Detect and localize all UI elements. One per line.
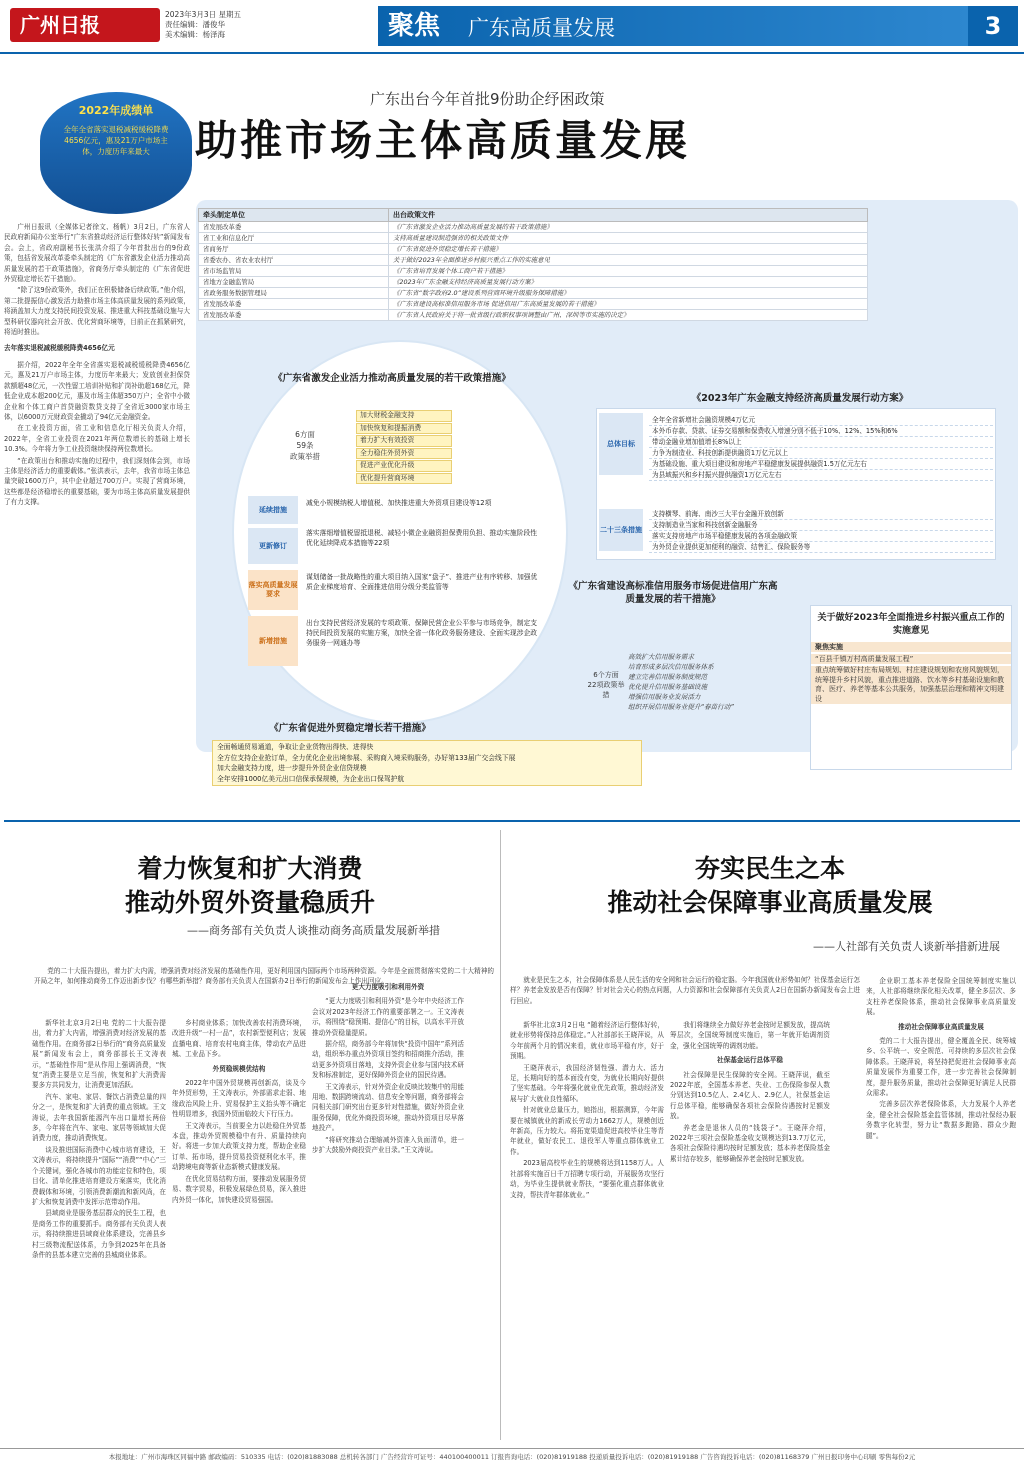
list-item: 为县域振兴和乡村振兴提供融资1万亿元左右 — [649, 470, 993, 481]
paragraph: “将研究推动合理缩减外资准入负面清单，进一步扩大鼓励外商投资产业目录。”王文涛说。 — [312, 1135, 464, 1155]
list-item: 为外贸企业提供更加便利的融资、结售汇、保险服务等 — [649, 542, 993, 553]
table-header: 牵头制定单位 — [199, 209, 389, 222]
table-cell: 省政务服务数据管理局 — [199, 288, 389, 299]
right-article-subtitle: ——人社部有关负责人谈新举措新进展 — [813, 940, 1000, 953]
measure-label: 二十三条措施 — [599, 509, 643, 551]
title-line: 推动社会保障事业高质量发展 — [607, 888, 933, 917]
lede-paragraph: “除了这9份政策外，我们正在积极储备后续政策。”他介绍，第二批提振信心激发活力助推市场主体高质量发展的系列政策，将涵盖加大力度支持民间投资发展、推进重大科技基础设施与大型科研仪器向社会开放、优化营商环境等，目前正在抓紧研究，将适时推出。 — [4, 286, 190, 337]
paragraph: 2023届高校毕业生的规模将达到1158万人。人社部将实施百日千万招聘专项行动，开展服务攻坚行动，为毕业生提供就业帮扶，“要强化重点群体就业支持，帮扶青年群体就业。” — [510, 1159, 664, 1199]
list-item: 增强信用服务业发展活力 — [628, 693, 701, 701]
intro-paragraph: 就业是民生之本，社会保障体系是人民生活的安全网和社会运行的稳定器。今年我国就业形势如何？社保基金运行怎样？养老金发放是否有保障？针对社会关心的热点问题，人力资源和社会保障部有关负责人2日在国新办新闻发布会上进行回应。 — [510, 976, 860, 1005]
page-footer: 本报地址：广州市海珠区同福中路 邮政编码：510335 电话：(020)81883088 总机转各部门 广告经营许可证号：440100400011 订报咨询电话：(020)81919188 投递质量投诉电话：(020)81919188 广告咨询投诉电话：(020)81168379 广州日报印务中心印刷 零售每份2元 — [0, 1448, 1024, 1461]
row-text: 减免小规模纳税人增值税、加快推进重大外资项目建设等12项 — [306, 499, 492, 507]
vitality-rows — [248, 496, 548, 704]
paragraph: 新华社北京3月2日电 “随着经济运行整体好转，就业形势将保持总体稳定。”人社部部长王晓萍说，从今年前两个月的情况来看，就业市场平稳有序，好于预期。 — [510, 1021, 664, 1061]
responsible-editor: 责任编辑：潘俊华 — [165, 20, 225, 29]
lede-subheading: 去年落实退税减税缓税降费4656亿元 — [4, 344, 115, 353]
left-article-col1 — [32, 1018, 166, 1438]
rural-item-title: 聚焦实施 — [815, 643, 843, 651]
goal-list — [649, 415, 993, 481]
table-cell: 省商务厅 — [199, 244, 389, 255]
table-cell: 支持高质量建设制造强省的相关政策文件 — [389, 233, 868, 244]
list-item: 培育形成多层次信用服务体系 — [628, 663, 714, 671]
list-item: 加大金融支持力度，进一步提升外贸企业信贷规模 — [217, 764, 367, 772]
section-divider — [4, 820, 1020, 822]
page-headline: 助推市场主体高质量发展 — [195, 116, 691, 165]
section-banner — [378, 6, 968, 46]
table-row — [199, 288, 868, 299]
vitality-count: 6方面 59条 政策举措 — [290, 429, 320, 461]
policy-table — [198, 208, 868, 321]
credit-count: 6个方面 22项政策举措 — [587, 671, 625, 699]
left-article-col2 — [172, 1018, 306, 1438]
paragraph: 王文涛表示，针对外资企业反映比较集中的用能用地、数据跨境流动、信息安全等问题，商务部将会同相关部门研究出台更多针对性措施，做好外资企业服务保障，优化外商投资环境，推动外资项目尽早落地投产。 — [312, 1082, 464, 1133]
goal-label: 总体目标 — [599, 413, 643, 475]
paragraph: 新华社北京3月2日电 党的二十大报告提出，着力扩大内需，增强消费对经济发展的基础性作用。在商务部2日举行的“商务高质量发展”新闻发布会上，商务部部长王文涛表示，“基础性作用”是从作用上强调消费，“恢复”消费主要是立足当前，恢复和扩大消费需要多方共同发力，让消费更加活跃。 — [32, 1019, 166, 1090]
trade-title: 《广东省促进外贸稳定增长若干措施》 — [269, 723, 431, 734]
table-row — [199, 244, 868, 255]
paragraph: 社会保障是民生保障的安全网。王晓萍说，截至2022年底，全国基本养老、失业、工伤保险参保人数分别达到10.5亿人、2.4亿人、2.9亿人，社保基金运行总体平稳，能够确保各项社会保险待遇按时足额发放。 — [670, 1070, 830, 1121]
art-editor: 美术编辑：杨泽海 — [165, 30, 225, 39]
list-item: 全年安排1000亿美元出口信保承保规模，为企业出口保驾护航 — [217, 774, 405, 783]
section-title: 广东高质量发展 — [468, 16, 615, 40]
title-line: 推动外贸外资量稳质升 — [124, 888, 375, 917]
lede-article — [4, 222, 190, 822]
left-article-title — [60, 852, 440, 920]
left-article-subtitle: ——商务部有关负责人谈推动商务高质量发展新举措 — [187, 924, 440, 937]
row-label: 新增措施 — [248, 616, 298, 666]
row-text: 谋划储备一批战略性的重大项目纳入国家“盘子”、推进产业有序转移、加强优质企业梯度培育、全面推进信用分级分类监管等 — [306, 573, 538, 591]
right-article-col3 — [866, 976, 1016, 1438]
kicker: 广东出台今年首批9份助企纾困政策 — [370, 90, 605, 108]
paragraph: 养老金是退休人员的“钱袋子”。王晓萍介绍，2022年三项社会保险基金收支规模达到13.7万亿元，各项社会保险待遇均按时足额发放；基本养老保险基金累计结存较多，能够确保养老金按时足额发放。 — [670, 1123, 830, 1163]
table-cell: 《广东省激发企业活力推动高质量发展的若干政策措施》 — [389, 222, 868, 233]
paragraph: 我们将继续全力做好养老金按时足额发放，提高统筹层次，全国统筹制度实施后，第一年就开始调剂资金，强化全国统筹的调剂功能。 — [670, 1021, 830, 1050]
row-label: 落实高质量发展要求 — [248, 570, 298, 610]
lede-paragraph: 广州日报讯（全媒体记者徐文、杨帆）3月2日，广东省人民政府新闻办公室举行“广东省推动经济运行整体好转”新闻发布会。会上，省政府副秘书长张洪介绍了今年首批出台的9份政策，包括省发展改革委牵头制定的《广东省激发企业活力推动高质量发展的若干政策措施》，省商务厅牵头制定的《广东省促进外贸稳定增长若干措施》。 — [4, 223, 190, 284]
paragraph: “更大力度吸引和利用外资”是今年中央经济工作会议对2023年经济工作的重要部署之一。王文涛表示，将围绕“稳预期、提信心”的目标，以高水平开放推动外资稳量提质。 — [312, 997, 464, 1037]
credit-title: 《广东省建设高标准信用服务市场促进信用广东高质量发展的若干措施》 — [568, 581, 778, 605]
achievements-badge — [40, 92, 192, 214]
right-article-intro — [510, 975, 860, 1011]
finance-box — [596, 408, 996, 560]
list-item: 组织开展信用服务业提升“春苗行动” — [628, 703, 734, 711]
row-label: 延续措施 — [248, 496, 298, 524]
title-line: 夯实民生之本 — [694, 854, 845, 883]
table-cell: 《广东省促进外贸稳定增长若干措施》 — [389, 244, 868, 255]
badge-title: 2022年成绩单 — [78, 104, 154, 117]
left-article-col3 — [312, 978, 464, 1438]
list-item: 着力扩大有效投资 — [356, 435, 452, 447]
header-rule — [0, 52, 1024, 54]
list-item: 力争为制造业、科技创新提供融资1万亿元以上 — [649, 448, 993, 459]
rural-box — [810, 605, 1012, 770]
issue-date: 2023年3月3日 星期五 — [165, 10, 242, 19]
subheading: 社保基金运行总体平稳 — [717, 1056, 783, 1065]
intro-paragraph: 党的二十大报告提出，着力扩大内需，增强消费对经济发展的基础性作用，更好利用国内国际两个市场两种资源。今年是全面贯彻落实党的二十大精神的开局之年，如何推动商务工作迈出新步伐？有哪些新举措？商务部有关负责人在国新办2日举行的新闻发布会上作出回应。 — [34, 967, 494, 986]
rural-item: 重点统筹做好村庄布局规划、村庄建设规划和农房风貌规划，统筹提升乡村风貌，重点推进道路、饮水等乡村基础设施和教育、医疗、养老等基本公共服务，加强基层治理和精神文明建设 — [811, 666, 1011, 704]
list-item: 优化提升信用服务基础设施 — [628, 683, 708, 691]
table-cell: 关于做好2023年全面推进乡村振兴重点工作的实施意见 — [389, 255, 868, 266]
list-item: 为基础设施、重大项目建设和房地产平稳健康发展提供融资1.5万亿元左右 — [649, 459, 993, 470]
subheading: 外贸稳规模优结构 — [212, 1064, 266, 1073]
list-item: 全年全省新增社会融资规模4万亿元 — [649, 415, 993, 426]
issue-meta — [165, 10, 241, 40]
list-item: 加大财税金融支持 — [356, 410, 452, 422]
paragraph: 党的二十大报告提出，健全覆盖全民、统筹城乡、公平统一、安全规范、可持续的多层次社会保障体系。王晓萍说，将坚持把促进社会保障事业高质量发展作为重要工作，进一步完善社会保障制度，提升服务质量，推动社会保障更好满足人民群众需求。 — [866, 1037, 1016, 1098]
right-article-title — [530, 852, 1010, 920]
list-item: 高效扩大信用服务需求 — [628, 653, 694, 661]
table-cell: 《广东省建设高标准信用服务市场 促进信用广东高质量发展的若干措施》 — [389, 299, 868, 310]
vitality-title: 《广东省激发企业活力推动高质量发展的若干政策措施》 — [273, 373, 511, 384]
table-header: 出台政策文件 — [389, 209, 868, 222]
paragraph: 王晓萍表示，我国经济韧性强、潜力大、活力足，长期向好的基本面没有变，为就业长期向好提供了坚实基础。今年将强化就业优先政策，推动经济发展与扩大就业良性循环。 — [510, 1063, 664, 1103]
list-item: 支持横琴、前海、南沙三大平台金融开放创新 — [649, 509, 993, 520]
list-item: 优化提升营商环境 — [356, 473, 452, 485]
list-item: 全方位支持企业抢订单，全力优化企业出境参展、采购商入境采购服务，办好第133届广交会线下展 — [217, 753, 516, 762]
paragraph: 王文涛表示，当前要全力以赴稳住外贸基本盘，推动外贸规模稳中有升、质量持续向好。将进一步加大政策支持力度，帮助企业稳订单、拓市场，提升贸易投资便利化水平，推动跨境电商等新业态新模式健康发展。 — [172, 1121, 306, 1172]
table-row — [199, 310, 868, 321]
table-row — [199, 255, 868, 266]
paragraph: 据介绍，商务部今年将加快“投资中国年”系列活动，组织举办重点外资项目签约和招商推介活动，推动更多外资项目落地，支持外资企业参与国内技术研发和标准制定，更好保障外资企业的国民待遇。 — [312, 1040, 464, 1080]
row-label: 更新修订 — [248, 528, 298, 564]
list-item: 加快恢复和提振消费 — [356, 423, 452, 435]
list-item: 本外币存款、贷款、证券交易额和保费收入增速分别不低于10%、12%、15%和6% — [649, 426, 993, 437]
finance-title: 《2023年广东金融支持经济高质量发展行动方案》 — [691, 393, 909, 404]
table-row — [199, 266, 868, 277]
table-cell: 《广东省培育发展个体工商户若干措施》 — [389, 266, 868, 277]
table-cell: 省工业和信息化厅 — [199, 233, 389, 244]
rural-item — [811, 642, 1011, 652]
list-item: 全面畅通贸易通道，争取让企业货物出得快、进得快 — [217, 743, 374, 751]
title-line: 着力恢复和扩大消费 — [137, 854, 363, 883]
subheading: 推动社会保障事业高质量发展 — [898, 1022, 984, 1031]
paragraph: 县域商业是服务基层群众的民生工程，也是商务工作的重要抓手。商务部有关负责人表示，将持续推进县域商业体系建设，完善县乡村三级物流配送体系，力争到2025年在具备条件的县基本建立完善的县城商业体系。 — [32, 1209, 166, 1259]
focus-label: 聚焦 — [388, 11, 441, 41]
table-cell: 省委农办、省农业农村厅 — [199, 255, 389, 266]
list-item: 支持制造业当家和科技创新金融服务 — [649, 520, 993, 531]
column-divider — [500, 830, 501, 1440]
table-cell: 《广东省人民政府关于将一批省级行政职权事项调整由广州、深圳等市实施的决定》 — [389, 310, 868, 321]
page-number: 3 — [968, 6, 1018, 46]
list-item: 全力稳住外贸外资 — [356, 448, 452, 460]
table-cell: 省发展改革委 — [199, 222, 389, 233]
list-item: 落实支持房地产市场平稳健康发展的各项金融政策 — [649, 531, 993, 542]
table-cell: 《广东省“数字政府2.0”建设系列营商环境升级服务保障措施》 — [389, 288, 868, 299]
table-cell: 《2023年广东金融支持经济高质量发展行动方案》 — [389, 277, 868, 288]
table-row — [199, 277, 868, 288]
credit-list — [628, 652, 798, 712]
masthead — [0, 0, 1024, 57]
list-item: 建立完善信用服务制度规范 — [628, 673, 708, 681]
paragraph: 完善多层次养老保险体系，大力发展个人养老金，健全社会保险基金监管体制，推动社保经办服务数字化转型，努力让“数据多跑路、群众少跑腿”。 — [866, 1100, 1016, 1140]
table-header-row — [199, 209, 868, 222]
list-item: 促进产业优化升级 — [356, 460, 452, 472]
paragraph: 汽车、家电、家居、餐饮占消费总量的四分之一，是恢复和扩大消费的重点领域。王文涛说，去年我国新能源汽车出口量增长两倍多，今年将在汽车、家电、家居等领域加大促消费力度，推动消费恢复。 — [32, 1092, 166, 1143]
paragraph: 谈及推进国际消费中心城市培育建设，王文涛表示，将持续提升“国际”“消费”“中心”三个关键词，强化各城市的功能定位和特色，项目化、清单化推进培育建设方案落实，优化消费载体和环境，引领消费新潮流和新风尚，在扩大和恢复消费中发挥示范带动作用。 — [32, 1145, 166, 1206]
paragraph: 企业职工基本养老保险全国统筹制度实施以来，人社部将继续深化相关改革，健全多层次、多支柱养老保险体系，推动社会保障事业高质量发展。 — [866, 977, 1016, 1017]
table-cell: 省市场监管局 — [199, 266, 389, 277]
table-cell: 省发展改革委 — [199, 310, 389, 321]
paragraph: 在优化贸易结构方面，要推动发展服务贸易、数字贸易，积极发展绿色贸易，深入推进内外贸一体化，加快建设贸易强国。 — [172, 1174, 306, 1204]
right-article-col1 — [510, 1020, 664, 1438]
table-row — [199, 299, 868, 310]
trade-list — [212, 740, 642, 786]
table-cell: 省地方金融监管局 — [199, 277, 389, 288]
subheading: 更大力度吸引和利用外资 — [351, 983, 425, 991]
lede-paragraph: “在政策出台和推动实施的过程中，我们深刻体会到，市场主体是经济活力的重要载体。”张洪表示，去年，我省市场主体总量突破1600万户，其中企业超过700万户。实现了营商环境，这些都是经济稳增长的重要基础，要为市场主体高质量发展提供了有力支撑。 — [4, 456, 190, 507]
paragraph: 针对就业总量压力，她指出，根据测算，今年需要在城镇就业的新成长劳动力1662万人，规模创近年新高，压力较大。将拓宽渠道促进高校毕业生等青年就业，做好农民工、退役军人等重点群体就业工作。 — [510, 1106, 664, 1156]
paragraph: 2022年中国外贸规模再创新高，谈及今年外贸形势，王文涛表示，外部需求走弱、地缘政治风险上升、贸易保护主义抬头等不确定性明显增多，我国外贸面临较大下行压力。 — [172, 1079, 306, 1119]
newspaper-logo: 广州日报 — [10, 8, 160, 42]
row-text: 落实落细增值税留抵退税、减轻小微企业融资担保费用负担、推动实施阶段性优化延续降成本措施等22项 — [306, 529, 538, 547]
table-row — [199, 233, 868, 244]
paragraph: 乡村商业体系；加快改善农村消费环境，改进升级“一村一品”，农村新型便利店；发展直播电商、培育农村电商主体，带动农产品进城、工业品下乡。 — [172, 1019, 306, 1059]
lede-paragraph: 据介绍，2022年全年全省落实退税减税缓税降费4656亿元，惠及21万户市场主体，力度历年来最大；发放创业担保贷款额超48亿元，一次性留工培训补贴和扩岗补助超168亿元，降低企业成本超200亿元，惠及市场主体超350万户；全省中小微企业和个体工商户首贷融资数贷支持了全省近3000家市场主体，以6000万元财政资金撬动了94亿元金融资金。 — [4, 360, 190, 421]
table-row — [199, 222, 868, 233]
table-cell: 省发展改革委 — [199, 299, 389, 310]
rural-item: “百县千镇万村高质量发展工程” — [811, 654, 1011, 664]
list-item: 带动金融业增加值增长8%以上 — [649, 437, 993, 448]
row-text: 出台支持民营经济发展的专项政策、保障民营企业公平参与市场竞争，制定支持民间投资发展的实施方案，加快全省一体化政务服务建设、全面实现涉企政务服务一网通办等 — [306, 619, 538, 647]
right-article-col2 — [670, 1020, 830, 1438]
lede-paragraph: 在工业投资方面，省工业和信息化厅相关负责人介绍，2022年，全省工业投资在2021年两位数增长的基础上增长10.3%。今年将力争工业投资继续保持两位数增长。 — [4, 424, 190, 454]
badge-body: 全年全省落实退税减税缓税降费4656亿元，惠及21万户市场主体，力度历年来最大 — [63, 125, 169, 156]
rural-title: 关于做好2023年全面推进乡村振兴重点工作的实施意见 — [817, 613, 1005, 636]
vitality-top-items — [356, 410, 452, 485]
measure-list — [649, 509, 993, 553]
